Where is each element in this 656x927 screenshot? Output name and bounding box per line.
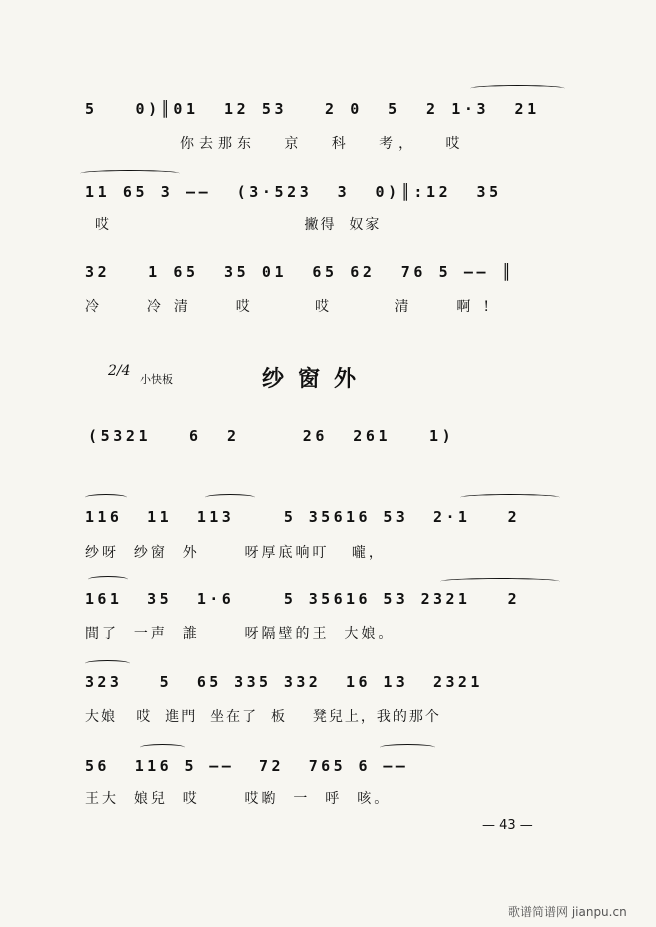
song-title: 纱窗外 [262,366,371,392]
page-number: — 43 — [482,818,533,833]
notation-row-5: 161 35 1·6 5 35616 53 2321 2 [85,590,521,608]
lyrics-row-3: 冷 冷清 哎 哎 清 啊! [85,299,503,315]
slur [88,576,128,583]
slur [205,494,255,501]
slur [440,578,560,585]
lyrics-row-2: 哎 撇得 奴家 [95,217,382,233]
lyrics-row-4: 纱呀 纱窗 外 呀厚底响叮 嚨， [85,545,386,561]
notation-row-6: 323 5 65 335 332 16 13 2321 [85,673,483,691]
notation-row-3: 32 1 65 35 01 65 62 76 5 —— ║ [85,263,515,281]
notation-intro: (5321 6 2 26 261 1) [88,427,455,445]
lyrics-row-5: 間了 一声 誰 呀隔壁的王 大娘。 [85,626,396,642]
notation-row-4: 116 11 113 5 35616 53 2·1 2 [85,508,521,526]
slur [470,85,565,92]
notation-row-7: 56 116 5 —— 72 765 6 —— [85,757,409,775]
slur [85,660,130,667]
lyrics-row-1: 你去那东 京 科 考， 哎 [95,136,465,152]
tempo-marking: 小快板 [140,373,173,386]
notation-row-2: 11 65 3 —— (3·523 3 0)║:12 35 [85,183,502,201]
slur [460,494,560,501]
time-signature: 2/4 [108,363,131,379]
slur [380,744,435,751]
watermark: 歌谱简谱网 jianpu.cn [508,905,627,919]
slur [80,170,180,177]
slur [85,494,127,501]
notation-row-1: 5 0)║01 12 53 2 0 5 2 1·3 21 [85,100,540,118]
lyrics-row-6: 大娘 哎 進門 坐在了 板 凳兒上，我的那个 [85,709,441,725]
slur [140,744,185,751]
lyrics-row-7: 王大 娘兒 哎 哎喲 一 呼 咳。 [85,791,392,807]
